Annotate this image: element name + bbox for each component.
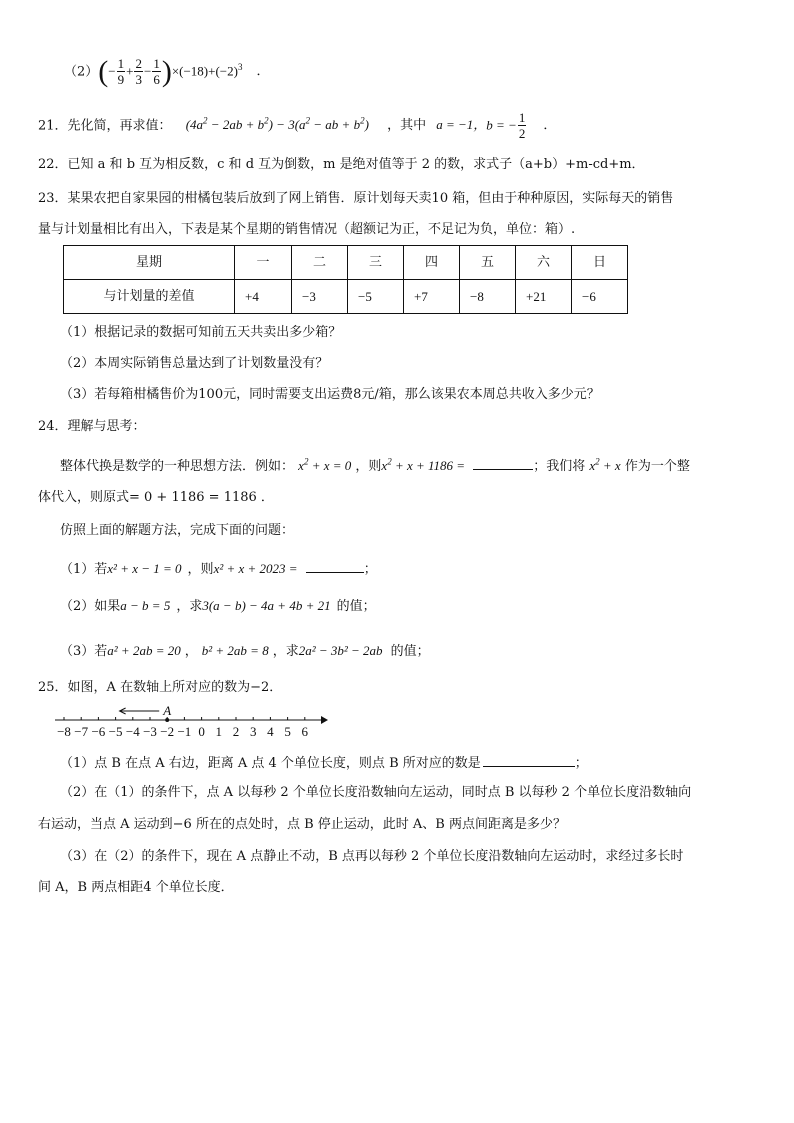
question-25-sub3-line2: 间 A，B 两点相距4 个单位长度． [38, 880, 234, 895]
table-header-label: 星期 [64, 246, 235, 280]
table-day: 三 [348, 246, 404, 280]
question-24-intro: 整体代换是数学的一种思想方法．例如： $x^2 + x = 0$ ，则$x^2 + x + 1186$ = ；我们将 $x^2 + x$ 作为一个整 [60, 456, 690, 474]
point-a-marker [165, 718, 169, 722]
question-23-line1: 23．某果农把自家果园的柑橘包装后放到了网上销售．原计划每天卖10 箱，但由于种种原因，实际每天的销售 [38, 191, 674, 206]
fraction-1-9: $\frac{1}{9}$ [117, 56, 125, 88]
axis-tick-label: 3 [249, 724, 257, 739]
table-cell: +7 [404, 280, 460, 314]
axis-tick-label: −7 [74, 724, 89, 739]
axis-tick-label: −5 [108, 724, 123, 739]
q20-part2: （2）(− $\frac{1}{9}$ + $\frac{2}{3}$ − $\frac{1}{6}$ )$\times(-18)+(-2)^3$ ． [64, 54, 270, 88]
table-cell: −5 [348, 280, 404, 314]
table-row-label: 与计划量的差值 [64, 280, 235, 314]
question-25-sub3-line1: （3）在（2）的条件下，现在 A 点静止不动，B 点再以每秒 2 个单位长度沿数轴向左运动时，求经过多长时 [60, 849, 684, 864]
fraction-1-2: $\frac{1}{2}$ [518, 110, 526, 142]
axis-tick-label: −6 [91, 724, 106, 739]
table-row-values [64, 280, 628, 314]
question-24-sub1: （1）若x² + x − 1 = 0 ，则x² + x + 2023 = ； [60, 561, 377, 577]
axis-tick-label: 5 [284, 724, 291, 739]
question-25-sub2-line2: 右运动，当点 A 运动到−6 所在的点处时，点 B 停止运动，此时 A、B 两点间距离是多少？ [38, 817, 566, 832]
table-cell: +21 [516, 280, 572, 314]
question-25-sub2-line1: （2）在（1）的条件下，点 A 以每秒 2 个单位长度沿数轴向左运动，同时点 B 以每秒 2 个单位长度沿数轴向 [60, 785, 692, 800]
table-day: 一 [235, 246, 292, 280]
q21-expression: $(4a^2 - 2ab + b^2) - 3(a^2$ − ab + $b^2$) [185, 116, 369, 133]
number-line [55, 700, 355, 742]
axis-tick-label: −2 [160, 724, 175, 739]
q20-part2-rest: ×(−18)+(−2) [171, 63, 238, 79]
fraction-2-3: $\frac{2}{3}$ [135, 56, 142, 88]
axis-arrow-icon [321, 716, 328, 724]
axis-tick-label: 6 [301, 724, 309, 739]
question-24-line2: 体代入，则原式= 0 + 1186 = 1186 ． [38, 490, 274, 505]
fraction-1-6: $\frac{1}{6}$ [153, 56, 160, 88]
question-21: 21．先化简，再求值： $(4a^2 - 2ab + b^2) - 3(a^2$ − ab + $b^2$) ，其中 a = −1，b = − $\frac{1}{2}$ ． [38, 110, 557, 142]
question-22: 22．已知 a 和 b 互为相反数，c 和 d 互为倒数，m 是绝对值等于 2 的数，求式子（a+b）+m-cd+m． [38, 157, 645, 172]
table-cell: −8 [460, 280, 516, 314]
sales-table [63, 245, 628, 314]
question-25-line1: 25．如图，A 在数轴上所对应的数为−2． [38, 680, 283, 695]
table-cell: −6 [572, 280, 628, 314]
table-day: 二 [292, 246, 348, 280]
table-day: 四 [404, 246, 460, 280]
table-day: 日 [572, 246, 628, 280]
point-a-label: A [163, 703, 172, 718]
axis-tick-label: 4 [267, 724, 274, 739]
table-day: 五 [460, 246, 516, 280]
axis-tick-label: −4 [125, 724, 140, 739]
q21-number: 21． [38, 118, 68, 134]
axis-tick-label: −1 [177, 724, 192, 739]
question-24-instruction: 仿照上面的解题方法，完成下面的问题： [60, 523, 295, 538]
question-23-line2: 量与计划量相比有出入，下表是某个星期的销售情况（超额记为正，不足记为负，单位：箱）. [38, 222, 576, 237]
axis-tick-label: −8 [57, 724, 71, 739]
axis-tick-label: 2 [232, 724, 240, 739]
axis-tick-label: 1 [215, 724, 223, 739]
open-paren: ( [98, 54, 109, 88]
answer-blank[interactable] [306, 560, 364, 573]
table-row-header [64, 246, 628, 280]
table-cell: +4 [235, 280, 292, 314]
question-24-title: 24．理解与思考： [38, 419, 146, 434]
question-23-sub1: （1）根据记录的数据可知前五天共卖出多少箱？ [60, 325, 342, 340]
question-24-sub2: （2）如果a − b = 5 ，求3(a − b) − 4a + 4b + 21 的值； [60, 598, 376, 614]
table-cell: −3 [292, 280, 348, 314]
table-day: 六 [516, 246, 572, 280]
question-24-sub3: （3）若a² + 2ab = 20 ， b² + 2ab = 8 ，求2a² − 3b² − 2ab 的值； [60, 643, 430, 659]
axis-tick-label: 0 [198, 724, 205, 739]
close-paren: ) [161, 54, 172, 88]
minus-sign: − [108, 63, 116, 79]
answer-blank[interactable] [473, 457, 533, 470]
question-25-sub1: （1）点 B 在点 A 右边，距离 A 点 4 个单位长度，则点 B 所对应的数是 ； [60, 756, 588, 771]
axis-tick-label: −3 [143, 724, 157, 739]
answer-blank[interactable] [483, 754, 575, 767]
question-23-sub3: （3）若每箱柑橘售价为100元，同时需要支出运费8元/箱，那么该果农本周总共收入多少元？ [60, 387, 600, 402]
q20-part2-label: （2） [64, 64, 99, 80]
question-23-sub2: （2）本周实际销售总量达到了计划数量没有？ [60, 356, 329, 371]
